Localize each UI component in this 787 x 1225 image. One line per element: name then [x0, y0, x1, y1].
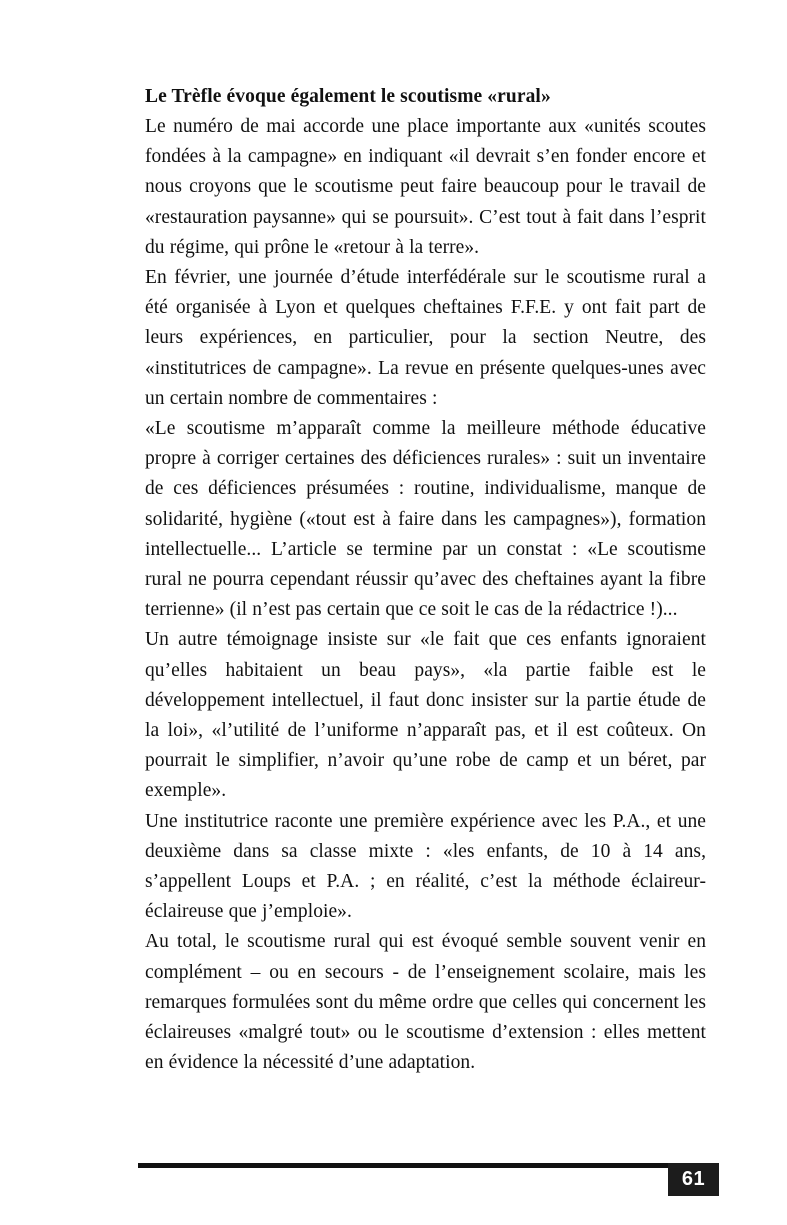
- page-number-badge: 61: [668, 1163, 719, 1196]
- body-paragraph: Une institutrice raconte une première expérience avec les P.A., et une deuxième dans sa classe mixte : «les enfants, de 10 à 14 ans, s’appellent Loups et P.A. ; en réalité, c’est la méthode éclaireur-éclaireuse que j’emploie».: [145, 810, 706, 923]
- body-paragraph: «Le scoutisme m’apparaît comme la meilleure méthode éducative propre à corriger certaines des déficiences rurales» : suit un inventaire de ces déficiences présumées : routine, individualisme, manque de solidarité, hygiène («tout est à faire dans les campagnes»), formation intellectuelle... L’article se termine par un constat : «Le scoutisme rural ne pourra cependant réussir qu’avec des cheftaines ayant la fibre terrienne» (il n’est pas certain que ce soit le cas de la rédactrice !)...: [145, 418, 706, 621]
- text-column: [145, 82, 706, 1079]
- body-paragraph: Au total, le scoutisme rural qui est évoqué semble souvent venir en complément – ou en secours - de l’enseignement scolaire, mais les remarques formulées sont du même ordre que celles qui concernent les éclaireuses «malgré tout» ou le scoutisme d’extension : elles mettent en évidence la nécessité d’une adaptation.: [145, 931, 706, 1074]
- body-paragraph: Un autre témoignage insiste sur «le fait que ces enfants ignoraient qu’elles habitaient un beau pays», «la partie faible est le développement intellectuel, il faut donc insister sur la partie étude de la loi», «l’utilité de l’uniforme n’apparaît pas, et il est coûteux. On pourrait le simplifier, n’avoir qu’une robe de camp et un béret, par exemple».: [145, 629, 706, 802]
- body-paragraph: En février, une journée d’étude interfédérale sur le scoutisme rural a été organisée à Lyon et quelques cheftaines F.F.E. y ont fait part de leurs expériences, en particulier, pour la section Neutre, des «institutrices de campagne». La revue en présente quelques-unes avec un certain nombre de commentaires :: [145, 267, 706, 409]
- body-paragraph: Le numéro de mai accorde une place importante aux «unités scoutes fondées à la campagne» en indiquant «il devrait s’en fonder encore et nous croyons que le scoutisme peut faire beaucoup pour le travail de «restauration paysanne» qui se poursuit». C’est tout à fait dans l’esprit du régime, qui prône le «retour à la terre».: [145, 116, 706, 258]
- footer-divider-rule: [138, 1163, 668, 1168]
- article-heading: Le Trèfle évoque également le scoutisme «rural»: [145, 86, 551, 107]
